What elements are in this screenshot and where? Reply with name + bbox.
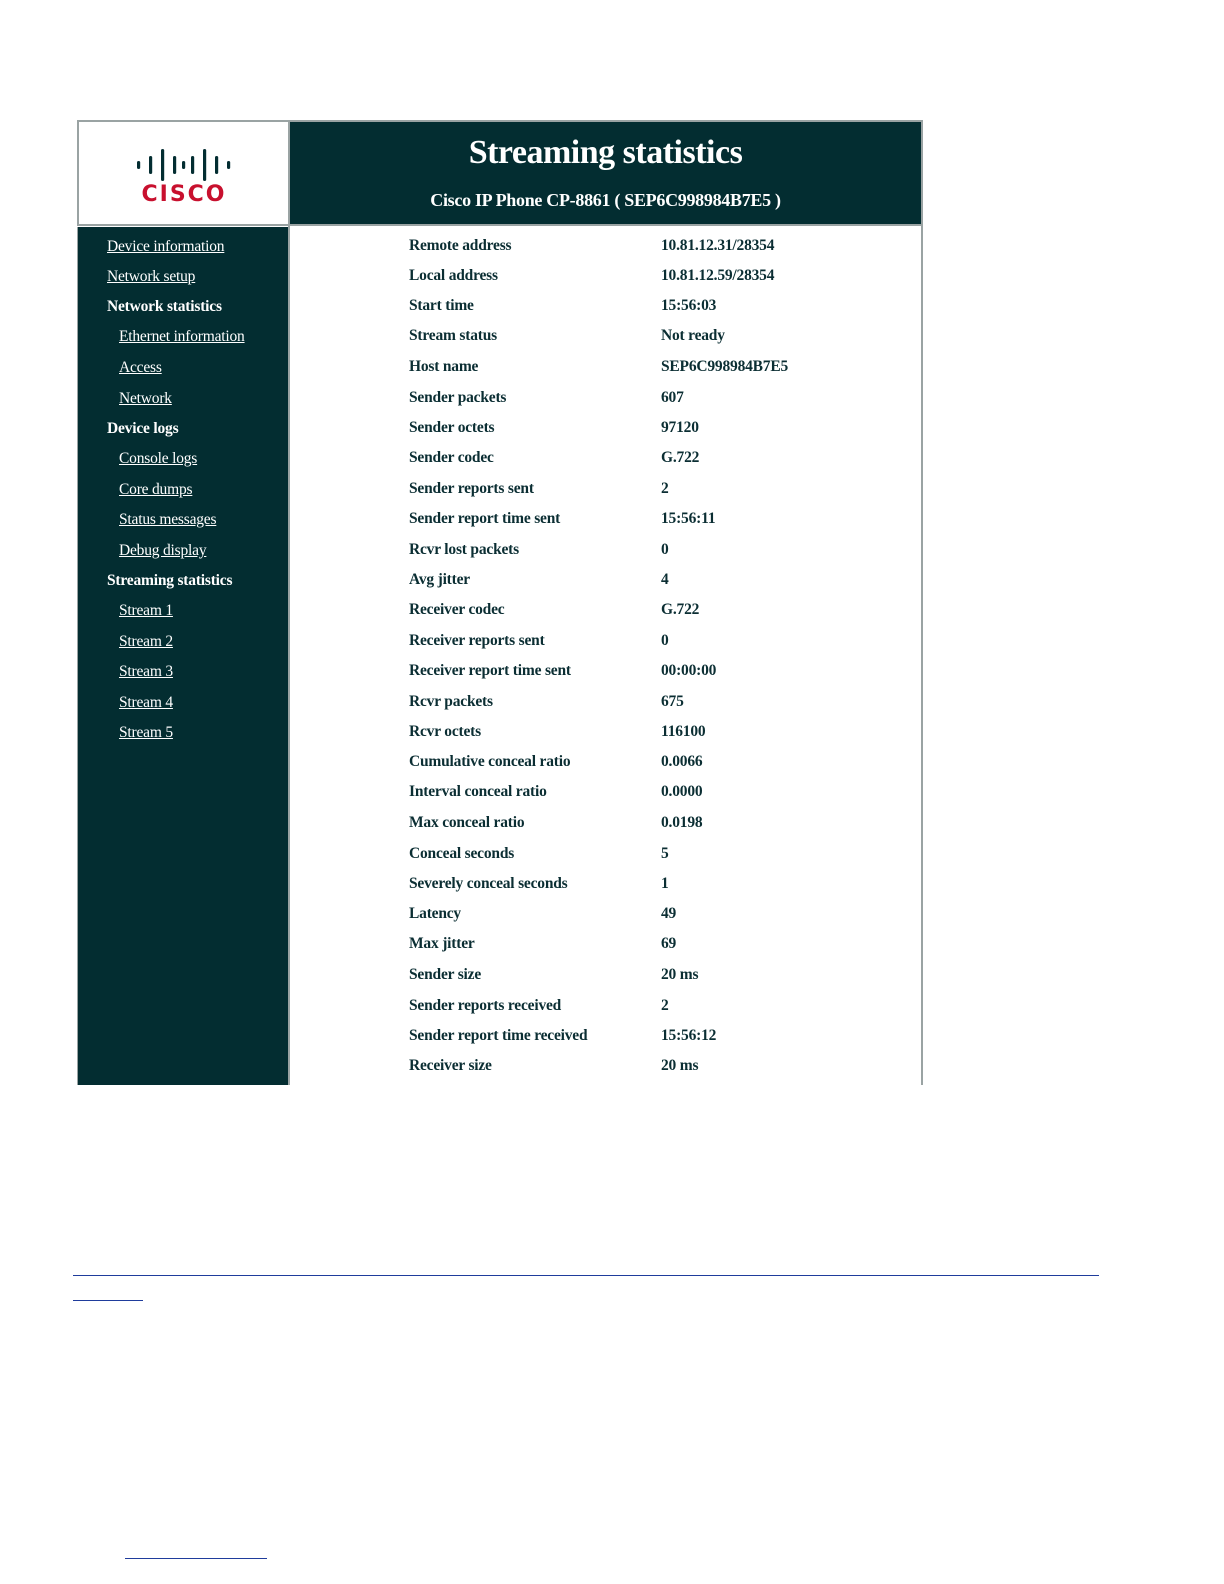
footnote-divider [73,1275,1099,1276]
stat-label: Start time [409,297,474,314]
stat-value: 10.81.12.59/28354 [661,267,775,284]
stat-value: 0.0000 [661,783,703,800]
stat-label: Sender reports received [409,997,562,1014]
stat-label: Remote address [409,237,512,254]
stat-label: Stream status [409,327,497,344]
stat-label: Rcvr packets [409,693,493,710]
stat-label: Sender reports sent [409,480,534,497]
stat-value: 116100 [661,723,706,740]
stat-value: 1 [661,875,669,892]
sidebar-item-stream-2[interactable]: Stream 2 [119,633,173,650]
device-subtitle: Cisco IP Phone CP-8861 ( SEP6C998984B7E5 ) [430,190,781,210]
stat-label: Sender report time received [409,1027,588,1044]
sidebar-item-stream-1[interactable]: Stream 1 [119,602,173,619]
stat-label: Receiver reports sent [409,632,545,649]
stat-label: Receiver report time sent [409,662,571,679]
stat-label: Max conceal ratio [409,814,525,831]
logo-cell [77,120,288,226]
sidebar-item-network[interactable]: Network [119,390,172,407]
sidebar-section-streaming-statistics: Streaming statistics [107,572,233,589]
stat-label: Max jitter [409,935,475,952]
stat-value: 97120 [661,419,699,436]
stat-value: 0 [661,632,669,649]
sidebar-nav [77,227,288,1085]
stat-value: 00:00:00 [661,662,717,679]
stat-value: G.722 [661,449,700,466]
stat-label: Conceal seconds [409,845,515,862]
sidebar-item-access[interactable]: Access [119,359,162,376]
stat-label: Receiver codec [409,601,505,618]
stat-label: Receiver size [409,1057,492,1074]
stat-value: 0 [661,541,669,558]
stat-value: 675 [661,693,684,710]
stats-table [288,226,923,1085]
sidebar-item-core-dumps[interactable]: Core dumps [119,481,193,498]
stat-label: Severely conceal seconds [409,875,568,892]
stat-value: 15:56:12 [661,1027,717,1044]
stat-value: 10.81.12.31/28354 [661,237,775,254]
sidebar-item-console-logs[interactable]: Console logs [119,450,198,467]
sidebar-item-debug-display[interactable]: Debug display [119,542,207,559]
stat-label: Sender codec [409,449,494,466]
sidebar-section-device-logs: Device logs [107,420,179,437]
sidebar-item-stream-3[interactable]: Stream 3 [119,663,173,680]
stat-label: Rcvr lost packets [409,541,519,558]
stat-value: 2 [661,997,669,1014]
stat-value: 20 ms [661,966,699,983]
sidebar-item-device-information[interactable]: Device information [107,238,225,255]
stat-label: Latency [409,905,461,922]
stat-label: Sender packets [409,389,507,406]
footnote-divider-short [73,1300,143,1301]
stat-value: Not ready [661,327,725,344]
stat-value: 4 [661,571,669,588]
stat-value: 0.0198 [661,814,703,831]
stat-value: 69 [661,935,677,952]
stat-value: 15:56:11 [661,510,716,527]
stat-label: Host name [409,358,479,375]
stat-label: Cumulative conceal ratio [409,753,571,770]
stat-value: SEP6C998984B7E5 [661,358,789,375]
stat-label: Sender size [409,966,481,983]
stat-label: Avg jitter [409,571,470,588]
cisco-wordmark: CISCO [141,182,227,206]
stat-value: 49 [661,905,677,922]
screenshot-frame [77,120,923,1085]
cisco-logo-icon [134,146,234,206]
stat-value: 5 [661,845,669,862]
sidebar-item-status-messages[interactable]: Status messages [119,511,217,528]
stat-value: 0.0066 [661,753,703,770]
stat-label: Interval conceal ratio [409,783,547,800]
sidebar-section-network-statistics: Network statistics [107,298,222,315]
sidebar-item-stream-4[interactable]: Stream 4 [119,694,173,711]
sidebar-item-network-setup[interactable]: Network setup [107,268,196,285]
stat-value: G.722 [661,601,700,618]
page-header [288,120,923,226]
stat-label: Rcvr octets [409,723,481,740]
stat-label: Sender report time sent [409,510,561,527]
stat-value: 20 ms [661,1057,699,1074]
bottom-divider [125,1558,267,1559]
stat-value: 2 [661,480,669,497]
stat-label: Sender octets [409,419,495,436]
sidebar-item-ethernet-information[interactable]: Ethernet information [119,328,245,345]
sidebar-item-stream-5[interactable]: Stream 5 [119,724,173,741]
stat-value: 607 [661,389,684,406]
stat-value: 15:56:03 [661,297,717,314]
page-title: Streaming statistics [468,134,743,171]
stat-label: Local address [409,267,498,284]
